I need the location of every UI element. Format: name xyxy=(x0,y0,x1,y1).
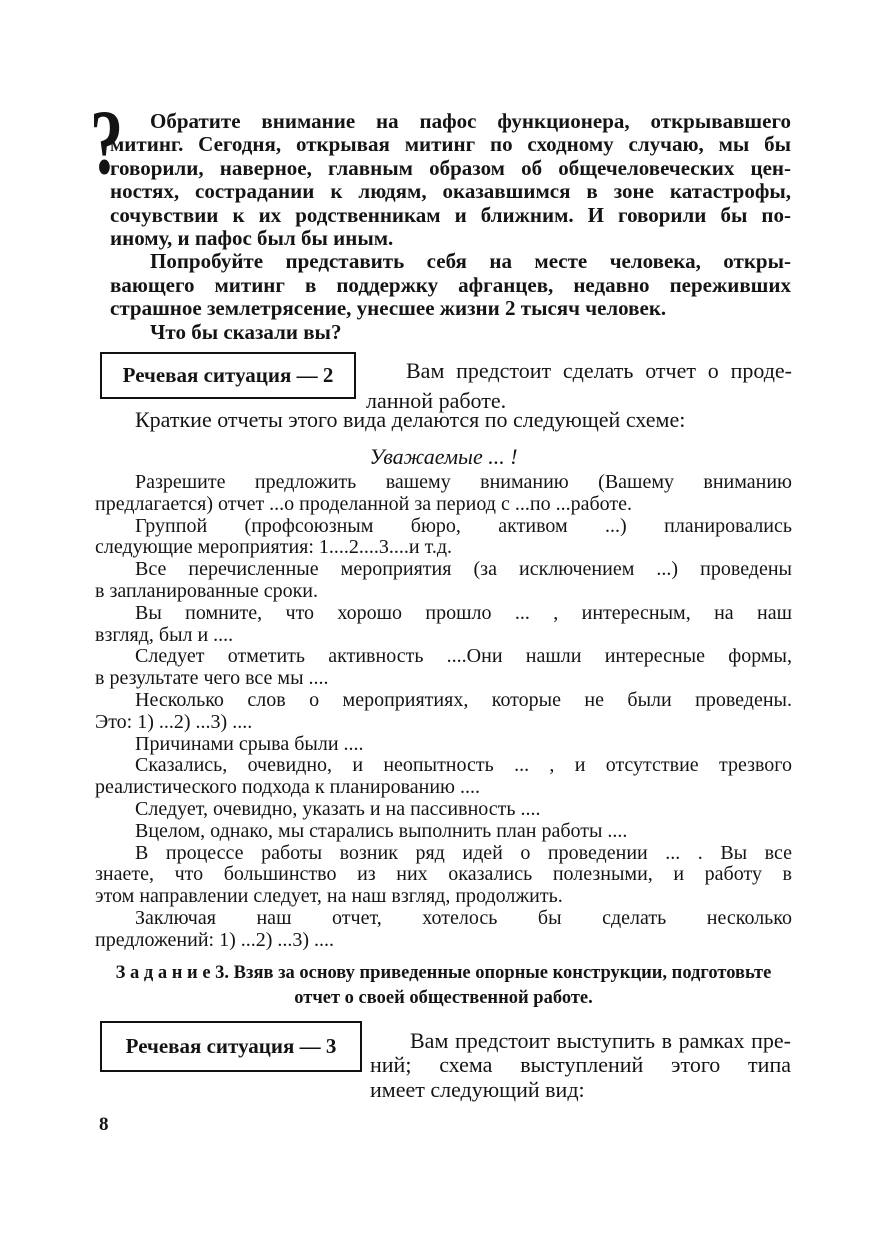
text-line: сочувствии к их родственникам и ближним. И говорили бы по- xyxy=(110,202,791,227)
text-line: предлагается) отчет ...о проделанной за период с ...по ...работе. xyxy=(95,492,632,515)
paragraph xyxy=(110,110,791,250)
paragraph xyxy=(95,755,792,799)
text-line: говорили, наверное, главным образом об общечеловеческих цен- xyxy=(110,155,791,180)
text-line: знаете, что большинство из них оказались полезными, и работу в xyxy=(95,863,792,886)
paragraph xyxy=(110,250,791,320)
page-number: 8 xyxy=(99,1114,109,1135)
question-section-text xyxy=(110,110,791,344)
paragraph xyxy=(95,821,792,843)
text-line: Причинами срыва были .... xyxy=(135,732,364,755)
text-line: иному, и пафос был бы иным. xyxy=(110,226,394,251)
text-line: Это: 1) ...2) ...3) .... xyxy=(95,710,253,733)
text-line: ностях, сострадании к людям, оказавшимся в зоне катастрофы, xyxy=(110,179,791,204)
text-line: отчет о своей общественной работе. xyxy=(294,987,593,1008)
text-line: взгляд, был и .... xyxy=(95,623,234,646)
text-line: Несколько слов о мероприятиях, которые не были проведены. xyxy=(135,688,792,711)
text-line: Краткие отчеты этого вида делаются по следующей схеме: xyxy=(135,407,686,432)
text-line: Вцелом, однако, мы старались выполнить план работы .... xyxy=(135,819,628,842)
scheme-intro-line xyxy=(95,407,792,433)
speech-situation-2-box xyxy=(100,352,356,399)
text-line: Попробуйте представить себя на месте человека, откры- xyxy=(150,249,791,274)
text-line: этом направлении следует, на наш взгляд, продолжить. xyxy=(95,885,563,908)
report-scheme-text xyxy=(95,472,792,952)
paragraph xyxy=(95,516,792,560)
text-line: Заключая наш отчет, хотелось бы сделать несколько xyxy=(135,906,792,929)
text-line: имеет следующий вид: xyxy=(370,1076,585,1102)
paragraph xyxy=(95,690,792,734)
text-line: митинг. Сегодня, открывая митинг по сходному случаю, мы бы xyxy=(110,132,791,157)
text-line: Что бы сказали вы? xyxy=(150,319,342,344)
paragraph xyxy=(95,734,792,756)
text-line: Следует, очевидно, указать и на пассивность .... xyxy=(135,797,541,820)
text-line: Следует отметить активность ....Они нашли интересные формы, xyxy=(135,645,792,668)
text-line: страшное землетрясение, унесшее жизни 2 тысяч человек. xyxy=(110,296,667,321)
text-line: Все перечисленные мероприятия (за исключением ...) проведены xyxy=(135,558,792,581)
text-line: В процессе работы возник ряд идей о проведении ... . Вы все xyxy=(135,841,792,864)
paragraph xyxy=(110,321,791,344)
text-line: Группой (профсоюзным бюро, активом ...) планировались xyxy=(135,514,792,537)
text-line: вающего митинг в поддержку афганцев, недавно переживших xyxy=(110,272,791,297)
paragraph xyxy=(95,603,792,647)
speech-situation-3-label: Речевая ситуация — 3 xyxy=(125,1034,337,1058)
speech-situation-2-label: Речевая ситуация — 2 xyxy=(122,363,334,387)
speech-situation-3-description xyxy=(370,1029,791,1102)
text-line: Сказались, очевидно, и неопытность ... , и отсутствие трезвого xyxy=(135,754,792,777)
text-line: следующие мероприятия: 1....2....3....и т.д. xyxy=(95,536,453,559)
text-line: З а д а н и е 3. Взяв за основу приведенные опорные конструкции, подготовьте xyxy=(115,963,772,983)
paragraph xyxy=(95,646,792,690)
paragraph xyxy=(95,559,792,603)
speech-situation-3-box xyxy=(100,1021,362,1072)
text-line: в запланированные сроки. xyxy=(95,579,318,602)
text-line: Обратите внимание на пафос функционера, открывавшего xyxy=(150,109,791,133)
text-line: ланной работе. xyxy=(366,388,507,413)
paragraph xyxy=(95,799,792,821)
text-line: Разрешите предложить вашему вниманию (Вашему вниманию xyxy=(135,471,792,493)
text-line: в результате чего все мы .... xyxy=(95,667,329,690)
text-line: Вы помните, что хорошо прошло ... , интересным, на наш xyxy=(135,601,792,624)
question-mark-icon: ? xyxy=(90,91,124,193)
text-line: Вам предстоит сделать отчет о проде- xyxy=(406,358,792,383)
text-line: реалистического подхода к планированию .... xyxy=(95,776,480,799)
paragraph xyxy=(95,843,792,908)
salutation-line: Уважаемые ... ! xyxy=(369,444,518,469)
text-line: Вам предстоит выступить в рамках пре- xyxy=(410,1028,791,1053)
task-3-text xyxy=(95,961,792,1010)
paragraph xyxy=(95,908,792,952)
text-line: ний; схема выступлений этого типа xyxy=(370,1052,791,1078)
paragraph xyxy=(95,472,792,516)
text-line: предложений: 1) ...2) ...3) .... xyxy=(95,928,335,951)
